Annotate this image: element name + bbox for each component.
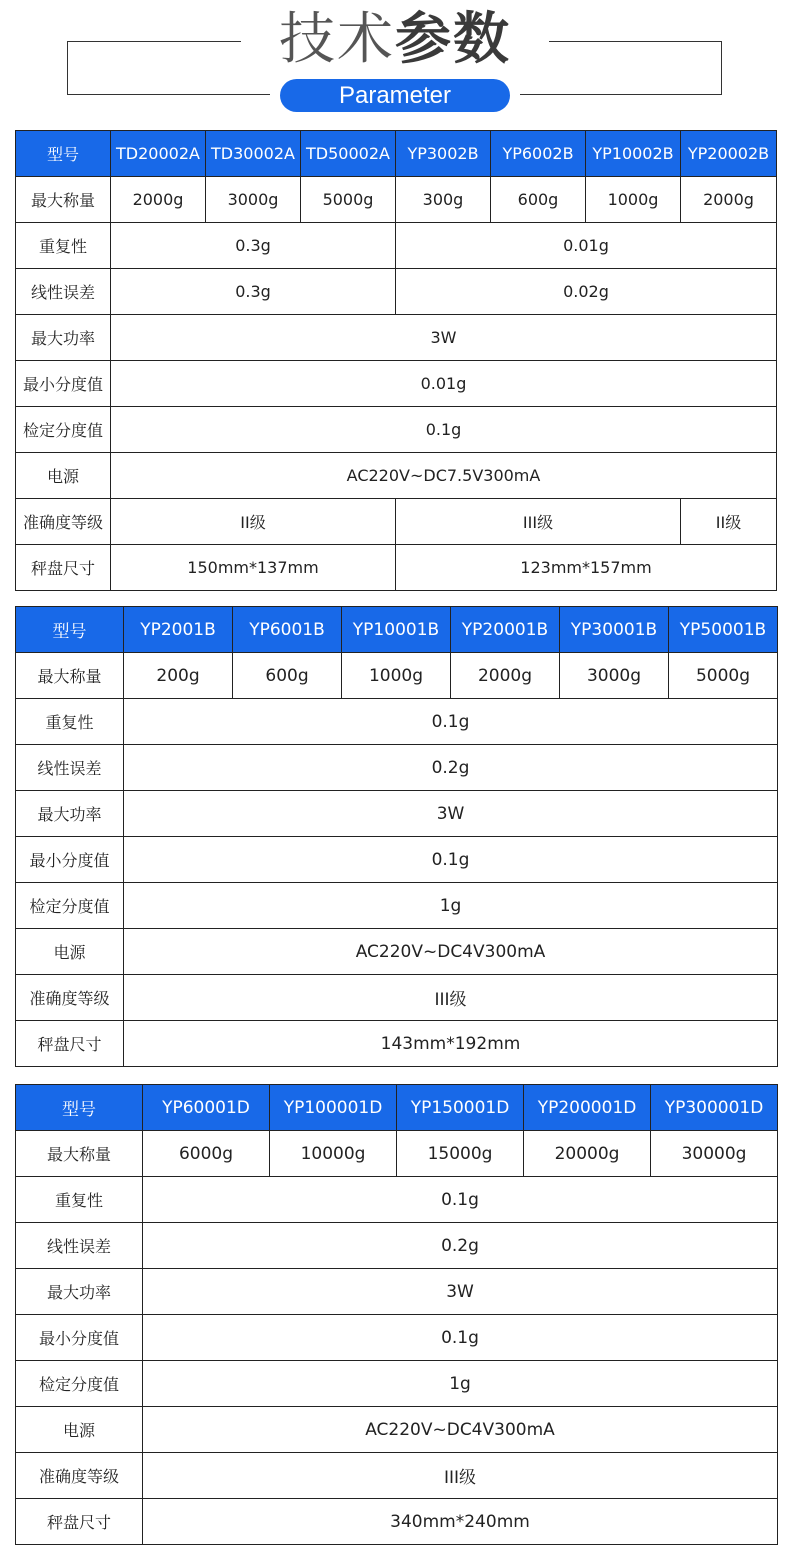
table-row-min-division (16, 837, 778, 883)
row-label-repeatability: 重复性 (16, 223, 111, 269)
value-cell: 5000g (669, 653, 778, 699)
value-cell: III级 (396, 499, 681, 545)
title-light: 技术 (279, 7, 395, 72)
row-label-max-capacity: 最大称量 (16, 653, 124, 699)
row-label-max-capacity: 最大称量 (16, 177, 111, 223)
table-row-linearity (16, 1223, 778, 1269)
row-label-verification-division: 检定分度值 (16, 1361, 143, 1407)
table-row-max-power (16, 315, 777, 361)
row-label-model: 型号 (16, 1085, 143, 1131)
row-label-repeatability: 重复性 (16, 1177, 143, 1223)
value-cell: 15000g (397, 1131, 524, 1177)
row-label-accuracy-class: 准确度等级 (16, 499, 111, 545)
value-cell: 0.2g (124, 745, 778, 791)
spec-table-3 (15, 1084, 778, 1545)
value-cell: 300g (396, 177, 491, 223)
value-cell: 2000g (681, 177, 777, 223)
spec-table-2 (15, 606, 778, 1067)
model-cell: YP20002B (681, 131, 777, 177)
spec-table-1 (15, 130, 777, 591)
value-cell: 123mm*157mm (396, 545, 777, 591)
table-row-max-power (16, 1269, 778, 1315)
table-row-power-supply (16, 453, 777, 499)
row-label-verification-division: 检定分度值 (16, 883, 124, 929)
row-label-power-supply: 电源 (16, 1407, 143, 1453)
row-label-min-division: 最小分度值 (16, 1315, 143, 1361)
value-cell: III级 (124, 975, 778, 1021)
row-label-power-supply: 电源 (16, 929, 124, 975)
table-row-model (16, 1085, 778, 1131)
value-cell: 30000g (651, 1131, 778, 1177)
model-cell: YP6001B (233, 607, 342, 653)
value-cell: 0.1g (124, 837, 778, 883)
value-cell: 0.1g (111, 407, 777, 453)
model-cell: YP100001D (270, 1085, 397, 1131)
subtitle-wrap (270, 79, 520, 115)
model-cell: TD20002A (111, 131, 206, 177)
row-label-model: 型号 (16, 131, 111, 177)
table-row-max-capacity (16, 1131, 778, 1177)
subtitle-pill: Parameter (280, 79, 510, 112)
table-row-repeatability (16, 1177, 778, 1223)
table-row-accuracy-class (16, 975, 778, 1021)
row-label-pan-size: 秤盘尺寸 (16, 1499, 143, 1545)
row-label-max-power: 最大功率 (16, 1269, 143, 1315)
page-title (0, 2, 790, 78)
value-cell: 340mm*240mm (143, 1499, 778, 1545)
table-row-accuracy-class (16, 1453, 778, 1499)
model-cell: YP10002B (586, 131, 681, 177)
table-row-power-supply (16, 929, 778, 975)
model-cell: YP300001D (651, 1085, 778, 1131)
value-cell: 0.02g (396, 269, 777, 315)
row-label-repeatability: 重复性 (16, 699, 124, 745)
table-row-pan-size (16, 1021, 778, 1067)
value-cell: 0.01g (111, 361, 777, 407)
model-cell: TD30002A (206, 131, 301, 177)
table-row-min-division (16, 1315, 778, 1361)
table-row-pan-size (16, 1499, 778, 1545)
row-label-max-power: 最大功率 (16, 315, 111, 361)
table-row-accuracy-class (16, 499, 777, 545)
table-row-min-division (16, 361, 777, 407)
value-cell: 0.01g (396, 223, 777, 269)
value-cell: III级 (143, 1453, 778, 1499)
row-label-max-capacity: 最大称量 (16, 1131, 143, 1177)
row-label-power-supply: 电源 (16, 453, 111, 499)
table-row-max-capacity (16, 653, 778, 699)
value-cell: 600g (233, 653, 342, 699)
row-label-min-division: 最小分度值 (16, 837, 124, 883)
value-cell: 0.3g (111, 269, 396, 315)
model-cell: YP10001B (342, 607, 451, 653)
model-cell: TD50002A (301, 131, 396, 177)
value-cell: 0.3g (111, 223, 396, 269)
row-label-min-division: 最小分度值 (16, 361, 111, 407)
row-label-pan-size: 秤盘尺寸 (16, 1021, 124, 1067)
value-cell: 150mm*137mm (111, 545, 396, 591)
value-cell: 0.1g (124, 699, 778, 745)
row-label-accuracy-class: 准确度等级 (16, 975, 124, 1021)
row-label-linearity: 线性误差 (16, 745, 124, 791)
table-row-linearity (16, 269, 777, 315)
value-cell: II级 (681, 499, 777, 545)
value-cell: AC220V~DC4V300mA (143, 1407, 778, 1453)
table-row-linearity (16, 745, 778, 791)
value-cell: 0.2g (143, 1223, 778, 1269)
table-row-repeatability (16, 223, 777, 269)
value-cell: 3W (124, 791, 778, 837)
value-cell: 3000g (560, 653, 669, 699)
row-label-max-power: 最大功率 (16, 791, 124, 837)
row-label-accuracy-class: 准确度等级 (16, 1453, 143, 1499)
value-cell: 1g (124, 883, 778, 929)
value-cell: 20000g (524, 1131, 651, 1177)
value-cell: AC220V~DC7.5V300mA (111, 453, 777, 499)
table-row-repeatability (16, 699, 778, 745)
row-label-model: 型号 (16, 607, 124, 653)
row-label-verification-division: 检定分度值 (16, 407, 111, 453)
row-label-pan-size: 秤盘尺寸 (16, 545, 111, 591)
value-cell: 1000g (586, 177, 681, 223)
table-row-model (16, 131, 777, 177)
model-cell: YP6002B (491, 131, 586, 177)
page-header (0, 0, 790, 128)
title-bold: 参数 (395, 7, 511, 72)
value-cell: II级 (111, 499, 396, 545)
model-cell: YP60001D (143, 1085, 270, 1131)
value-cell: 143mm*192mm (124, 1021, 778, 1067)
value-cell: 6000g (143, 1131, 270, 1177)
model-cell: YP200001D (524, 1085, 651, 1131)
value-cell: 2000g (451, 653, 560, 699)
model-cell: YP20001B (451, 607, 560, 653)
model-cell: YP2001B (124, 607, 233, 653)
value-cell: 3W (143, 1269, 778, 1315)
value-cell: 5000g (301, 177, 396, 223)
value-cell: 2000g (111, 177, 206, 223)
value-cell: 1000g (342, 653, 451, 699)
value-cell: AC220V~DC4V300mA (124, 929, 778, 975)
table-row-model (16, 607, 778, 653)
value-cell: 200g (124, 653, 233, 699)
row-label-linearity: 线性误差 (16, 1223, 143, 1269)
value-cell: 0.1g (143, 1315, 778, 1361)
value-cell: 1g (143, 1361, 778, 1407)
table-row-pan-size (16, 545, 777, 591)
row-label-linearity: 线性误差 (16, 269, 111, 315)
model-cell: YP50001B (669, 607, 778, 653)
model-cell: YP150001D (397, 1085, 524, 1131)
model-cell: YP3002B (396, 131, 491, 177)
value-cell: 3W (111, 315, 777, 361)
table-row-max-power (16, 791, 778, 837)
table-row-verification-division (16, 1361, 778, 1407)
value-cell: 600g (491, 177, 586, 223)
value-cell: 0.1g (143, 1177, 778, 1223)
table-row-power-supply (16, 1407, 778, 1453)
model-cell: YP30001B (560, 607, 669, 653)
table-row-verification-division (16, 883, 778, 929)
table-row-max-capacity (16, 177, 777, 223)
value-cell: 10000g (270, 1131, 397, 1177)
value-cell: 3000g (206, 177, 301, 223)
table-row-verification-division (16, 407, 777, 453)
